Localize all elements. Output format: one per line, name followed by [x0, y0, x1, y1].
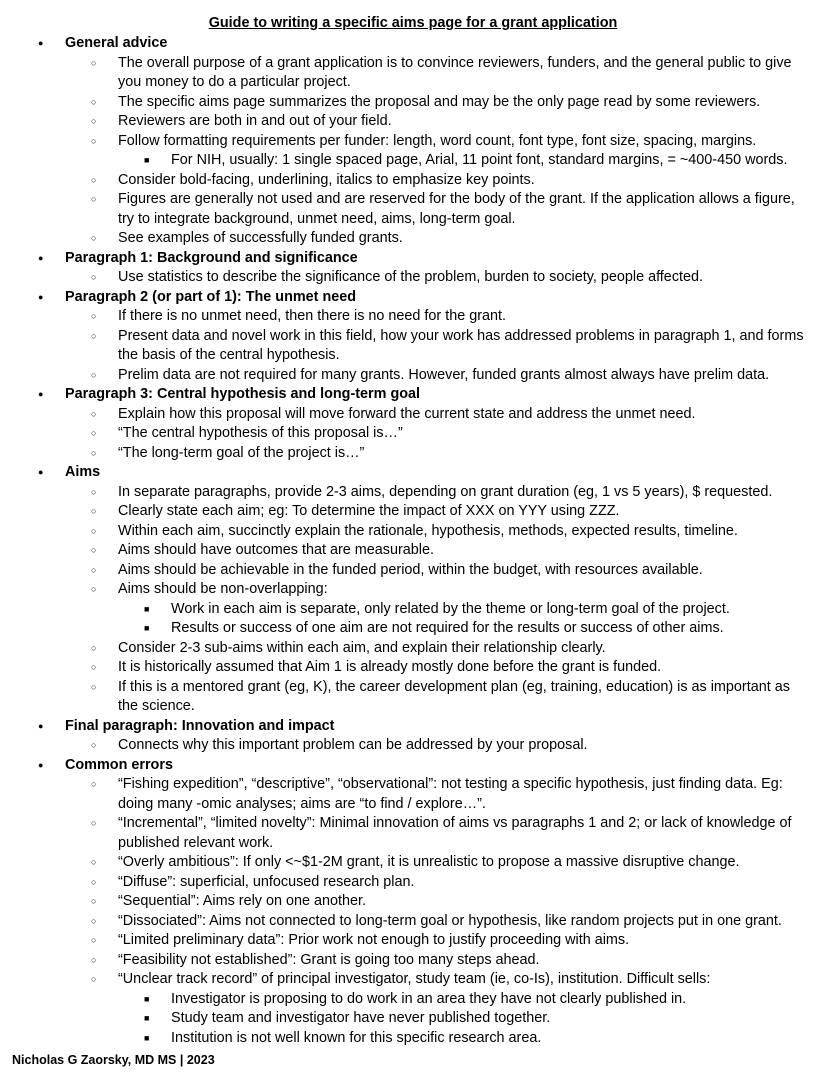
- list-item: ○ Explain how this proposal will move forward the current state and address the unmet need.: [0, 405, 826, 425]
- list-item: ○ “Diffuse”: superficial, unfocused research plan.: [0, 873, 826, 893]
- list-item: ○ “Sequential”: Aims rely on one another.: [0, 892, 826, 912]
- section: [0, 717, 826, 756]
- list-item: ○ Present data and novel work in this field, how your work has addressed problems in paragraph 1, and forms the basis of the central hypothesis.: [0, 327, 826, 366]
- list-item: ○ The specific aims page summarizes the proposal and may be the only page read by some reviewers.: [0, 93, 826, 113]
- list-item: ○ Connects why this important problem can be addressed by your proposal.: [0, 736, 826, 756]
- section: [0, 249, 826, 288]
- sub-list-item: ■ Investigator is proposing to do work in an area they have not clearly published in.: [0, 990, 826, 1010]
- list-item: ○ “Unclear track record” of principal investigator, study team (ie, co-Is), institution. Difficult sells:: [0, 970, 826, 990]
- list-item: ○ Within each aim, succinctly explain the rationale, hypothesis, methods, expected results, timeline.: [0, 522, 826, 542]
- section: [0, 288, 826, 386]
- sub-list-item: ■ Results or success of one aim are not required for the results or success of other aims.: [0, 619, 826, 639]
- list-item: ○ “The long-term goal of the project is…”: [0, 444, 826, 464]
- list-item: ○ Aims should be non-overlapping:: [0, 580, 826, 600]
- list-item: ○ Clearly state each aim; eg: To determine the impact of XXX on YYY using ZZZ.: [0, 502, 826, 522]
- document-body: [0, 34, 826, 1048]
- list-item: ○ See examples of successfully funded grants.: [0, 229, 826, 249]
- list-item: ○ The overall purpose of a grant application is to convince reviewers, funders, and the general public to give you money to do a particular project.: [0, 54, 826, 93]
- list-item: ○ “Overly ambitious”: If only <~$1-2M grant, it is unrealistic to propose a massive disruptive change.: [0, 853, 826, 873]
- sub-list-item: ■ Work in each aim is separate, only related by the theme or long-term goal of the project.: [0, 600, 826, 620]
- list-item: ○ “Feasibility not established”: Grant is going too many steps ahead.: [0, 951, 826, 971]
- section-heading: ● Aims: [0, 463, 826, 483]
- list-item: ○ Prelim data are not required for many grants. However, funded grants almost always have prelim data.: [0, 366, 826, 386]
- list-item: ○ Consider 2-3 sub-aims within each aim, and explain their relationship clearly.: [0, 639, 826, 659]
- section-heading: ● Paragraph 1: Background and significance: [0, 249, 826, 269]
- section-heading: ● General advice: [0, 34, 826, 54]
- sub-list-item: ■ For NIH, usually: 1 single spaced page, Arial, 11 point font, standard margins, = ~400-450 words.: [0, 151, 826, 171]
- list-item: ○ If there is no unmet need, then there is no need for the grant.: [0, 307, 826, 327]
- list-item: ○ “Dissociated”: Aims not connected to long-term goal or hypothesis, like random projects put in one grant.: [0, 912, 826, 932]
- sub-list-item: ■ Institution is not well known for this specific research area.: [0, 1029, 826, 1049]
- list-item: ○ Aims should have outcomes that are measurable.: [0, 541, 826, 561]
- list-item: ○ In separate paragraphs, provide 2-3 aims, depending on grant duration (eg, 1 vs 5 years), $ requested.: [0, 483, 826, 503]
- list-item: ○ “Incremental”, “limited novelty”: Minimal innovation of aims vs paragraphs 1 and 2; or lack of knowledge of published relevant work.: [0, 814, 826, 853]
- section-heading: ● Final paragraph: Innovation and impact: [0, 717, 826, 737]
- list-item: ○ “Limited preliminary data”: Prior work not enough to justify proceeding with aims.: [0, 931, 826, 951]
- list-item: ○ If this is a mentored grant (eg, K), the career development plan (eg, training, education) is as important as the science.: [0, 678, 826, 717]
- list-item: ○ “Fishing expedition”, “descriptive”, “observational”: not testing a specific hypothesis, just finding data. Eg: doing many -omic analyses; aims are “to find / explore…”.: [0, 775, 826, 814]
- section-heading: ● Common errors: [0, 756, 826, 776]
- list-item: ○ Follow formatting requirements per funder: length, word count, font type, font size, spacing, margins.: [0, 132, 826, 152]
- section: [0, 463, 826, 717]
- list-item: ○ Reviewers are both in and out of your field.: [0, 112, 826, 132]
- section: [0, 385, 826, 463]
- sub-list-item: ■ Study team and investigator have never published together.: [0, 1009, 826, 1029]
- list-item: ○ Aims should be achievable in the funded period, within the budget, with resources available.: [0, 561, 826, 581]
- list-item: ○ Consider bold-facing, underlining, italics to emphasize key points.: [0, 171, 826, 191]
- page-title: Guide to writing a specific aims page for a grant application: [208, 15, 618, 31]
- list-item: ○ Use statistics to describe the significance of the problem, burden to society, people affected.: [0, 268, 826, 288]
- section-heading: ● Paragraph 3: Central hypothesis and long-term goal: [0, 385, 826, 405]
- list-item: ○ It is historically assumed that Aim 1 is already mostly done before the grant is funded.: [0, 658, 826, 678]
- section-heading: ● Paragraph 2 (or part of 1): The unmet need: [0, 288, 826, 308]
- list-item: ○ “The central hypothesis of this proposal is…”: [0, 424, 826, 444]
- list-item: ○ Figures are generally not used and are reserved for the body of the grant. If the application allows a figure, try to integrate background, unmet need, aims, long-term goal.: [0, 190, 826, 229]
- author-footer: Nicholas G Zaorsky, MD MS | 2023: [12, 1053, 215, 1067]
- section: [0, 756, 826, 1049]
- section: [0, 34, 826, 249]
